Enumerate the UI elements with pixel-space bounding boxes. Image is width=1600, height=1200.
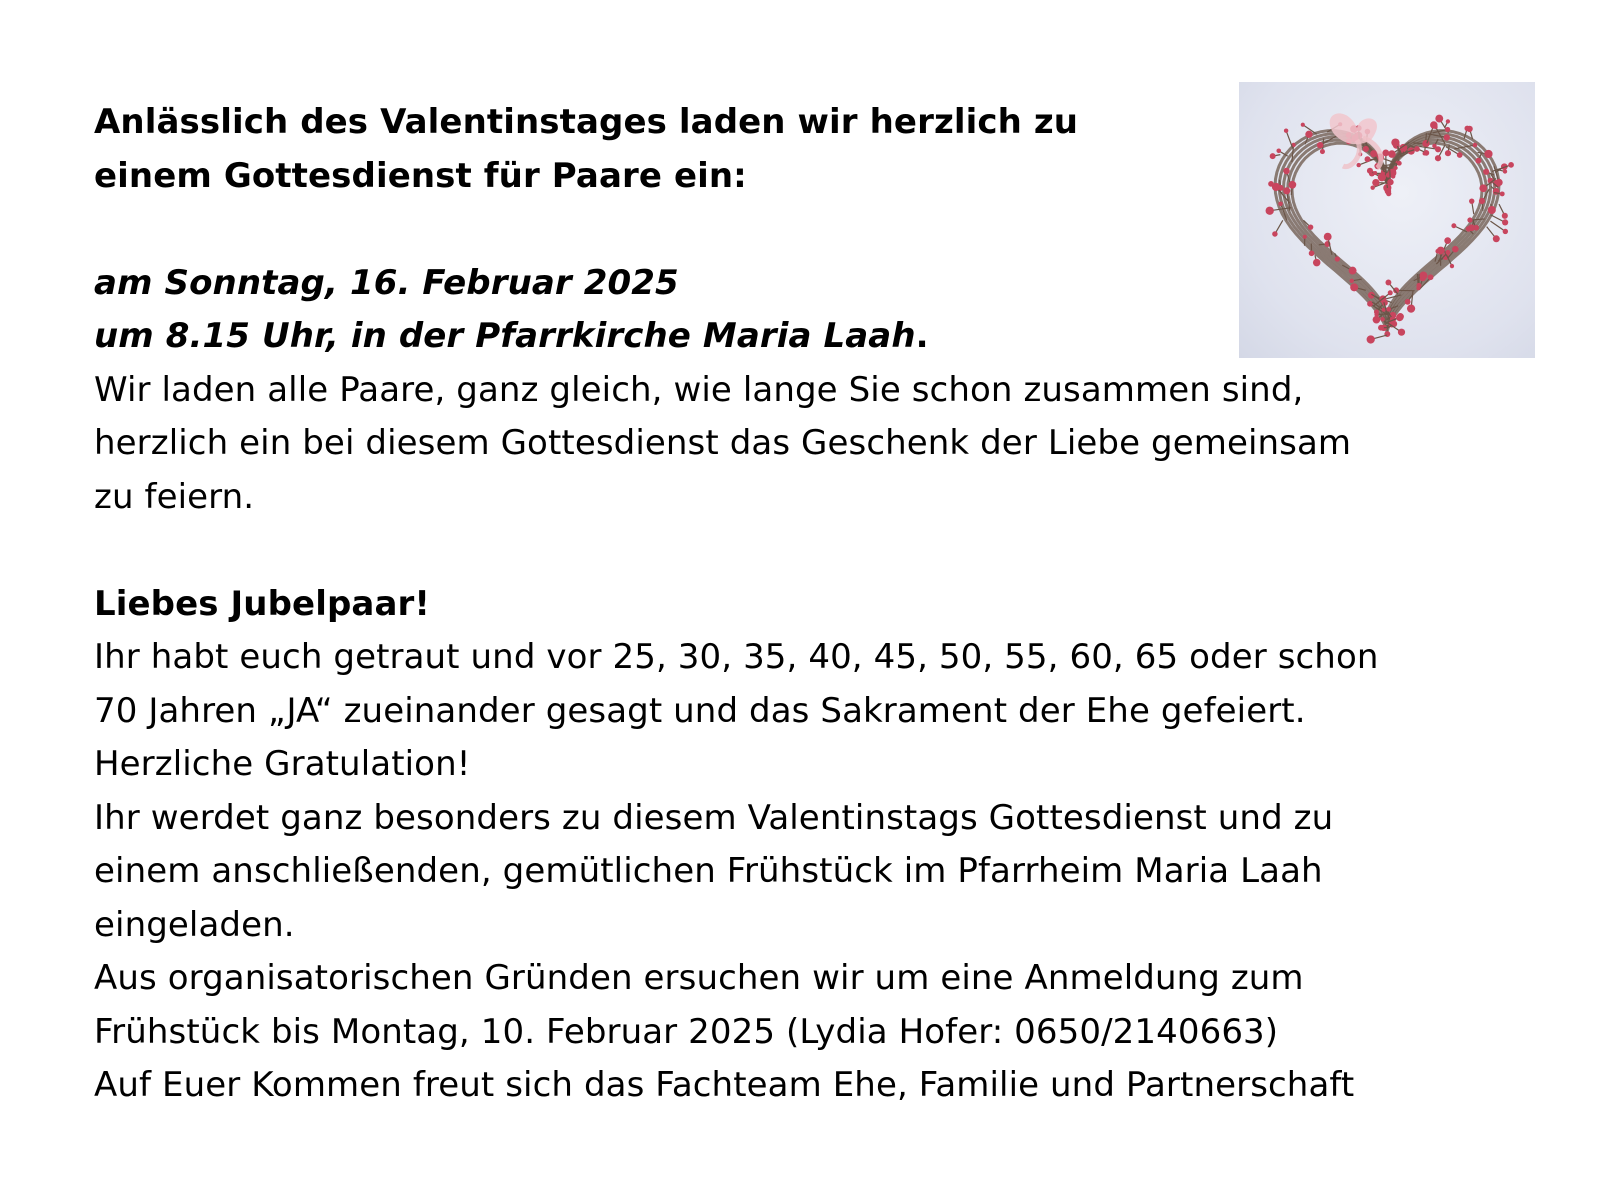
body-line-1: Wir laden alle Paare, ganz gleich, wie lange Sie schon zusammen sind, [94,369,1304,410]
jubilee-line-8: Frühstück bis Montag, 10. Februar 2025 (Lydia Hofer: 0650/2140663) [94,1011,1279,1052]
heart-wreath-photo [1239,82,1535,358]
body-line-2: herzlich ein bei diesem Gottesdienst das Geschenk der Liebe gemeinsam [94,423,1352,463]
intro-line-1: Anlässlich des Valentinstages laden wir herzlich zu [94,102,1079,142]
intro-line-2: einem Gottesdienst für Paare ein: [94,155,747,196]
heart-wreath-icon [1239,82,1535,358]
jubilee-heading: Liebes Jubelpaar! [94,583,430,624]
jubilee-line-3: Herzliche Gratulation! [94,744,471,784]
event-date: am Sonntag, 16. Februar 2025 [94,262,679,303]
jubilee-line-2: 70 Jahren „JA“ zueinander gesagt und das Sakrament der Ehe gefeiert. [94,690,1306,731]
event-place-period: . [915,316,929,356]
jubilee-line-9: Auf Euer Kommen freut sich das Fachteam Ehe, Familie und Partnerschaft [94,1065,1355,1105]
jubilee-line-4: Ihr werdet ganz besonders zu diesem Valentinstags Gottesdienst und zu [94,797,1334,838]
spacer [94,524,1574,578]
jubilee-line-1: Ihr habt euch getraut und vor 25, 30, 35, 40, 45, 50, 55, 60, 65 oder schon [94,637,1379,677]
jubilee-line-7: Aus organisatorischen Gründen ersuchen wir um eine Anmeldung zum [94,958,1304,998]
jubilee-line-5: einem anschließenden, gemütlichen Frühstück im Pfarrheim Maria Laah [94,851,1323,891]
jubilee-line-6: eingeladen. [94,904,295,945]
event-place-text: um 8.15 Uhr, in der Pfarrkirche Maria Laah [94,316,916,356]
body-line-3: zu feiern. [94,476,255,517]
